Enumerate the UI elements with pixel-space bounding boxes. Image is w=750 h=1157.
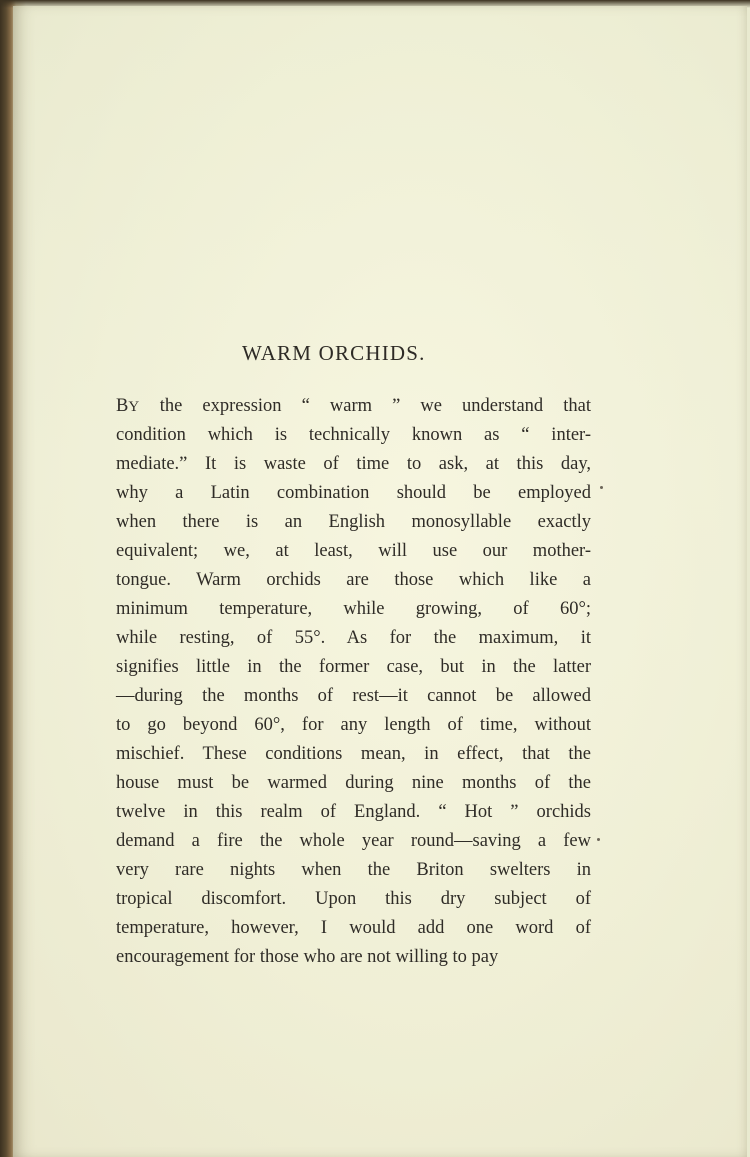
text-line: house must be warmed during nine months of the — [116, 773, 591, 793]
text-line: tropical discomfort. Upon this dry subject of — [116, 889, 591, 909]
text-line: condition which is technically known as “ inter- — [116, 425, 591, 445]
drop-initial: B — [116, 396, 129, 416]
chapter-heading: WARM ORCHIDS. — [242, 341, 426, 365]
page-paper — [13, 6, 747, 1157]
text-line: twelve in this realm of England. “ Hot ” orchids — [116, 802, 591, 822]
small-caps-word: Y — [128, 399, 140, 415]
text-line: when there is an English monosyllable exactly — [116, 512, 591, 532]
text-line: tongue. Warm orchids are those which like a — [116, 570, 591, 590]
text-line: BY the expression “ warm ” we understand that — [116, 396, 591, 416]
text-line: very rare nights when the Briton swelters in — [116, 860, 591, 880]
text-line: while resting, of 55°. As for the maximum, it — [116, 628, 591, 648]
text-line: signifies little in the former case, but in the latter — [116, 657, 591, 677]
text-line: minimum temperature, while growing, of 60°; — [116, 599, 591, 619]
text-line: equivalent; we, at least, will use our mother- — [116, 541, 591, 561]
text-line: to go beyond 60°, for any length of time, without — [116, 715, 591, 735]
text-line: why a Latin combination should be employed — [116, 483, 591, 503]
text-line: encouragement for those who are not willing to pay — [116, 947, 499, 967]
text-line: mischief. These conditions mean, in effect, that the — [116, 744, 591, 764]
text-line: demand a fire the whole year round—saving a few — [116, 831, 591, 851]
text-line: mediate.” It is waste of time to ask, at this day, — [116, 454, 591, 474]
body-text — [116, 392, 591, 972]
text-line: temperature, however, I would add one word of — [116, 918, 591, 938]
margin-speck — [597, 838, 600, 841]
margin-speck — [600, 486, 603, 489]
text-line: —during the months of rest—it cannot be allowed — [116, 686, 591, 706]
